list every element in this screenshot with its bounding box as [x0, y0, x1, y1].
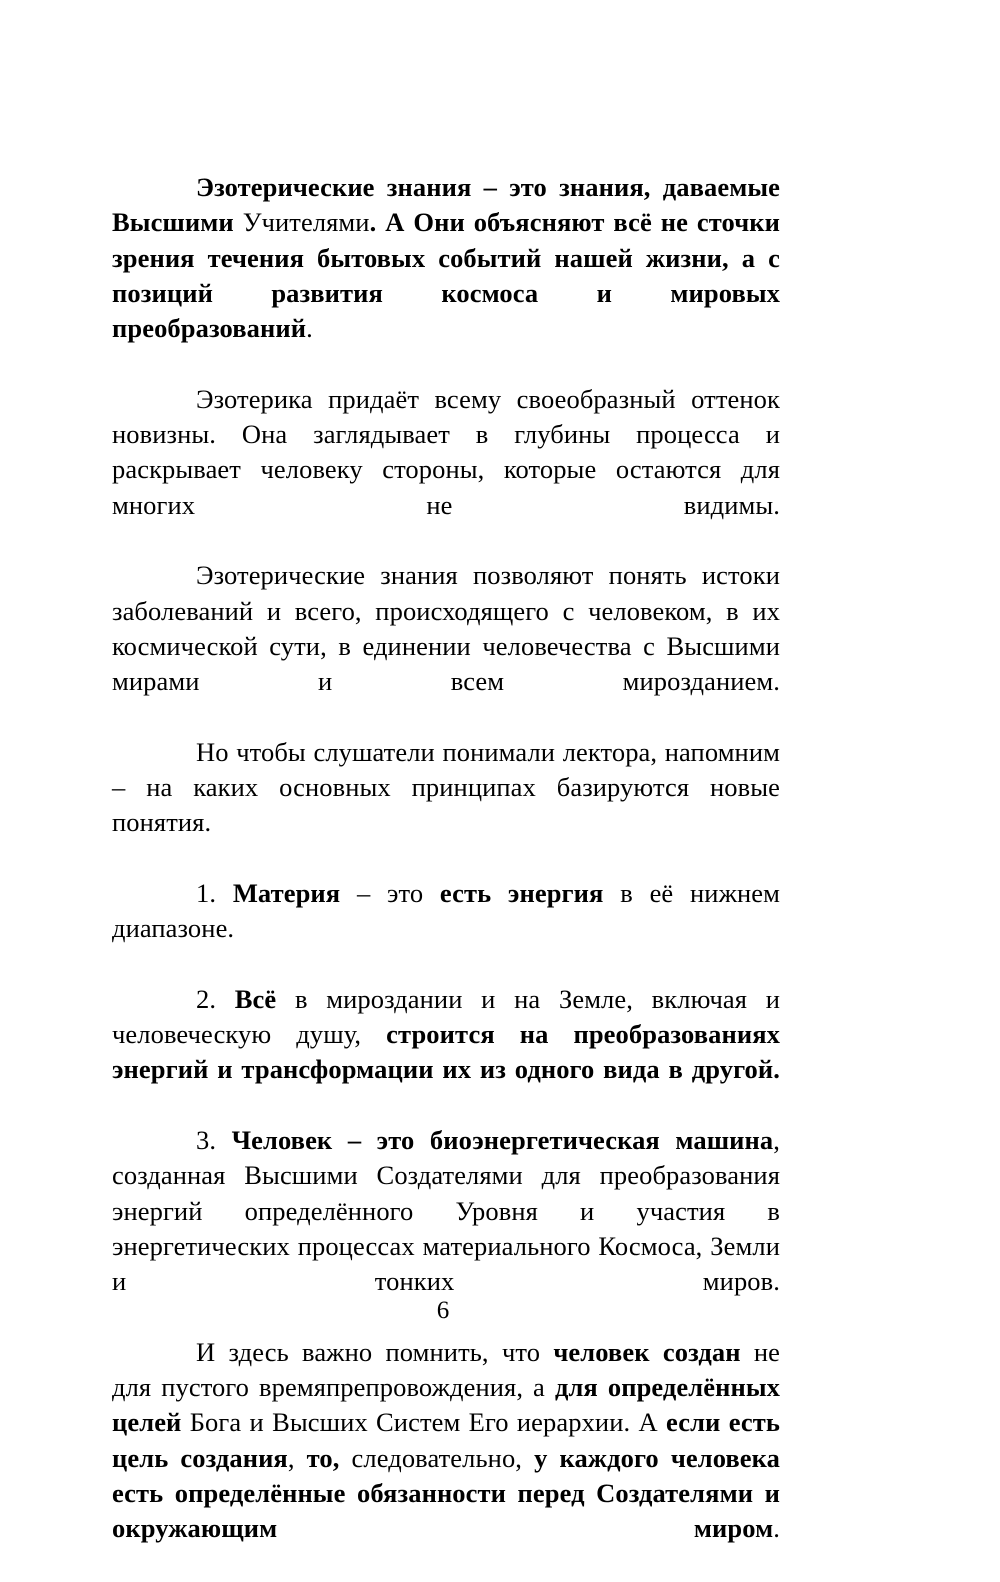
text-run-regular: . — [306, 313, 313, 344]
text-run-bold: Материя — [232, 877, 341, 908]
text-run-regular: Эзотерика придаёт всему своеобразный оттенок новизны. Она заглядывает в глубины процесса и раскрывает человеку стороны, которые остаются для многих не видимы. — [112, 383, 780, 520]
text-run-bold: строится на преобразованиях энергий и трансформации их из одного вида в другой. — [112, 1019, 780, 1085]
paragraph — [112, 735, 780, 876]
text-run-regular: 1. — [196, 877, 233, 908]
text-run-regular: Но чтобы слушатели понимали лектора, напомним – на каких основных принципах базируются новые понятия. — [112, 736, 780, 838]
text-run-regular: в мироздании и на Земле, включая и человеческую душу, — [112, 983, 780, 1050]
text-run-bold: для определённых целей — [112, 1372, 780, 1438]
text-run-regular: И здесь важно помнить, что — [196, 1336, 554, 1367]
text-run-regular: в её нижнем диапазоне. — [112, 877, 781, 944]
text-run-bold: Человек – это биоэнергетическая машина — [231, 1125, 774, 1156]
text-run-bold: есть энергия — [439, 877, 604, 908]
text-run-regular: следовательно, — [339, 1442, 535, 1473]
text-run-regular: не для пустого времяпрепровождения, а — [112, 1336, 780, 1403]
text-run-bold: Всё — [234, 983, 277, 1014]
list-item-1 — [112, 876, 780, 982]
text-column — [112, 170, 780, 1582]
text-run-regular: Бога и Высших Систем Его иерархии. А — [181, 1407, 667, 1438]
text-run-bold: Эзотерические знания – это знания, даваемые Высшими — [112, 172, 780, 238]
text-run-bold: если есть цель создания — [112, 1407, 780, 1473]
text-run-regular: , созданная Высшими Создателями для преобразования энергий определённого Уровня и участия в энергетических процессах материального Космоса, Земли и тонких миров. — [112, 1125, 780, 1297]
paragraph — [112, 558, 780, 734]
paragraph — [112, 382, 780, 558]
text-run-bold: . А Они объясняют всё не сточки зрения течения бытовых событий нашей жизни, а с позиций развития космоса и мировых преобразований — [112, 207, 780, 344]
text-run-regular: 3. — [196, 1125, 232, 1156]
text-run-regular: 2. — [196, 983, 235, 1014]
paragraph — [112, 1335, 780, 1582]
text-run-bold: человек создан — [553, 1336, 741, 1367]
text-run-regular: . — [773, 1513, 780, 1544]
list-item-2 — [112, 982, 780, 1123]
paragraph — [112, 170, 780, 382]
text-run-regular: Эзотерические знания позволяют понять истоки заболеваний и всего, происходящего с человеком, в их космической сути, в единении человечества с Высшими мирами и всем мирозданием. — [112, 560, 780, 697]
text-run-bold: то, — [306, 1442, 340, 1473]
text-run-regular: – это — [340, 877, 440, 908]
page-number: 6 — [436, 1297, 450, 1324]
text-run-bold: у каждого человека есть определённые обязанности перед Создателями и окружающим миром — [112, 1442, 780, 1544]
text-run-regular: , — [287, 1442, 307, 1473]
text-run-regular: Учителями — [242, 207, 370, 238]
